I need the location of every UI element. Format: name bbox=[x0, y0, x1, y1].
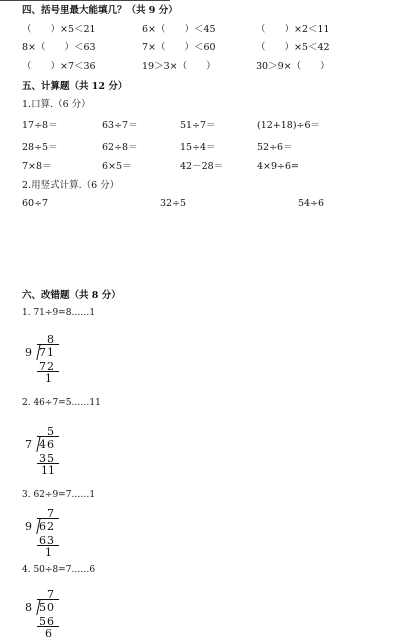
oral-r2-c4: 52÷6＝ bbox=[257, 142, 293, 153]
oral-r3-c3: 42－28＝ bbox=[180, 161, 224, 172]
vertical-item-2: 32÷5 bbox=[160, 198, 187, 209]
error-problem-1-label: 1. 71÷9=8……1 bbox=[22, 308, 96, 318]
quotient: 8 bbox=[47, 333, 54, 346]
dividend: 71 bbox=[39, 346, 55, 359]
dividend: 50 bbox=[39, 601, 55, 614]
oral-r2-c1: 28÷5＝ bbox=[22, 142, 58, 153]
s4-r2-c3: （ ）×5＜42 bbox=[256, 42, 330, 53]
oral-r3-c1: 7×8＝ bbox=[22, 161, 52, 172]
s4-r3-c1: （ ）×7＜36 bbox=[22, 61, 96, 72]
vertical-item-1: 60÷7 bbox=[22, 198, 49, 209]
error-problem-2-label: 2. 46÷7=5……11 bbox=[22, 398, 101, 408]
remainder: 11 bbox=[41, 464, 55, 477]
s4-r1-c2: 6×（ ）＜45 bbox=[142, 24, 216, 35]
oral-r1-c1: 17÷8＝ bbox=[22, 120, 58, 131]
long-division-3 bbox=[25, 507, 85, 559]
quotient: 7 bbox=[47, 507, 54, 520]
s4-r1-c1: （ ）×5＜21 bbox=[22, 24, 96, 35]
long-division-4 bbox=[25, 588, 85, 640]
divisor: 9 bbox=[25, 520, 32, 533]
divisor: 9 bbox=[25, 346, 32, 359]
remainder: 1 bbox=[45, 372, 52, 385]
divisor: 8 bbox=[25, 601, 32, 614]
s4-r2-c1: 8×（ ）＜63 bbox=[22, 42, 96, 53]
error-problem-4-label: 4. 50÷8=7……6 bbox=[22, 565, 96, 575]
quotient: 5 bbox=[47, 425, 54, 438]
oral-r1-c3: 51÷7＝ bbox=[180, 120, 216, 131]
s4-r1-c3: （ ）×2＜11 bbox=[256, 24, 330, 35]
product: 63 bbox=[39, 534, 55, 547]
section4-title: 四、括号里最大能填几？（共 9 分） bbox=[22, 5, 178, 16]
section5-title: 五、计算题（共 12 分） bbox=[22, 81, 128, 92]
oral-r3-c2: 6×5＝ bbox=[102, 161, 132, 172]
product: 72 bbox=[39, 360, 55, 373]
quotient: 7 bbox=[47, 588, 54, 601]
remainder: 6 bbox=[45, 627, 52, 640]
long-division-1 bbox=[25, 333, 85, 385]
oral-r1-c2: 63÷7＝ bbox=[102, 120, 138, 131]
oral-r1-c4: (12+18)÷6＝ bbox=[257, 120, 321, 131]
dividend: 62 bbox=[39, 520, 55, 533]
s4-r3-c3: 30＞9×（ ） bbox=[256, 61, 330, 72]
division-bar bbox=[37, 344, 59, 345]
divisor: 7 bbox=[25, 438, 32, 451]
product: 35 bbox=[39, 452, 55, 465]
s4-r3-c2: 19＞3×（ ） bbox=[142, 61, 216, 72]
oral-calc-title: 1.口算.（6 分） bbox=[22, 99, 91, 110]
s4-r2-c2: 7×（ ）＜60 bbox=[142, 42, 216, 53]
oral-r2-c2: 62÷8＝ bbox=[102, 142, 138, 153]
division-bar bbox=[37, 518, 59, 519]
error-problem-3-label: 3. 62÷9=7……1 bbox=[22, 490, 96, 500]
oral-r2-c3: 15÷4＝ bbox=[180, 142, 216, 153]
vertical-item-3: 54÷6 bbox=[298, 198, 325, 209]
vertical-calc-title: 2.用竖式计算.（6 分） bbox=[22, 180, 120, 191]
section6-title: 六、改错题（共 8 分） bbox=[22, 290, 121, 301]
division-bar bbox=[37, 599, 59, 600]
remainder: 1 bbox=[45, 546, 52, 559]
product: 56 bbox=[39, 615, 55, 628]
oral-r3-c4: 4×9÷6= bbox=[257, 161, 300, 172]
top-rule bbox=[0, 0, 170, 1]
dividend: 46 bbox=[39, 438, 55, 451]
division-bar bbox=[37, 436, 59, 437]
long-division-2 bbox=[25, 425, 85, 477]
